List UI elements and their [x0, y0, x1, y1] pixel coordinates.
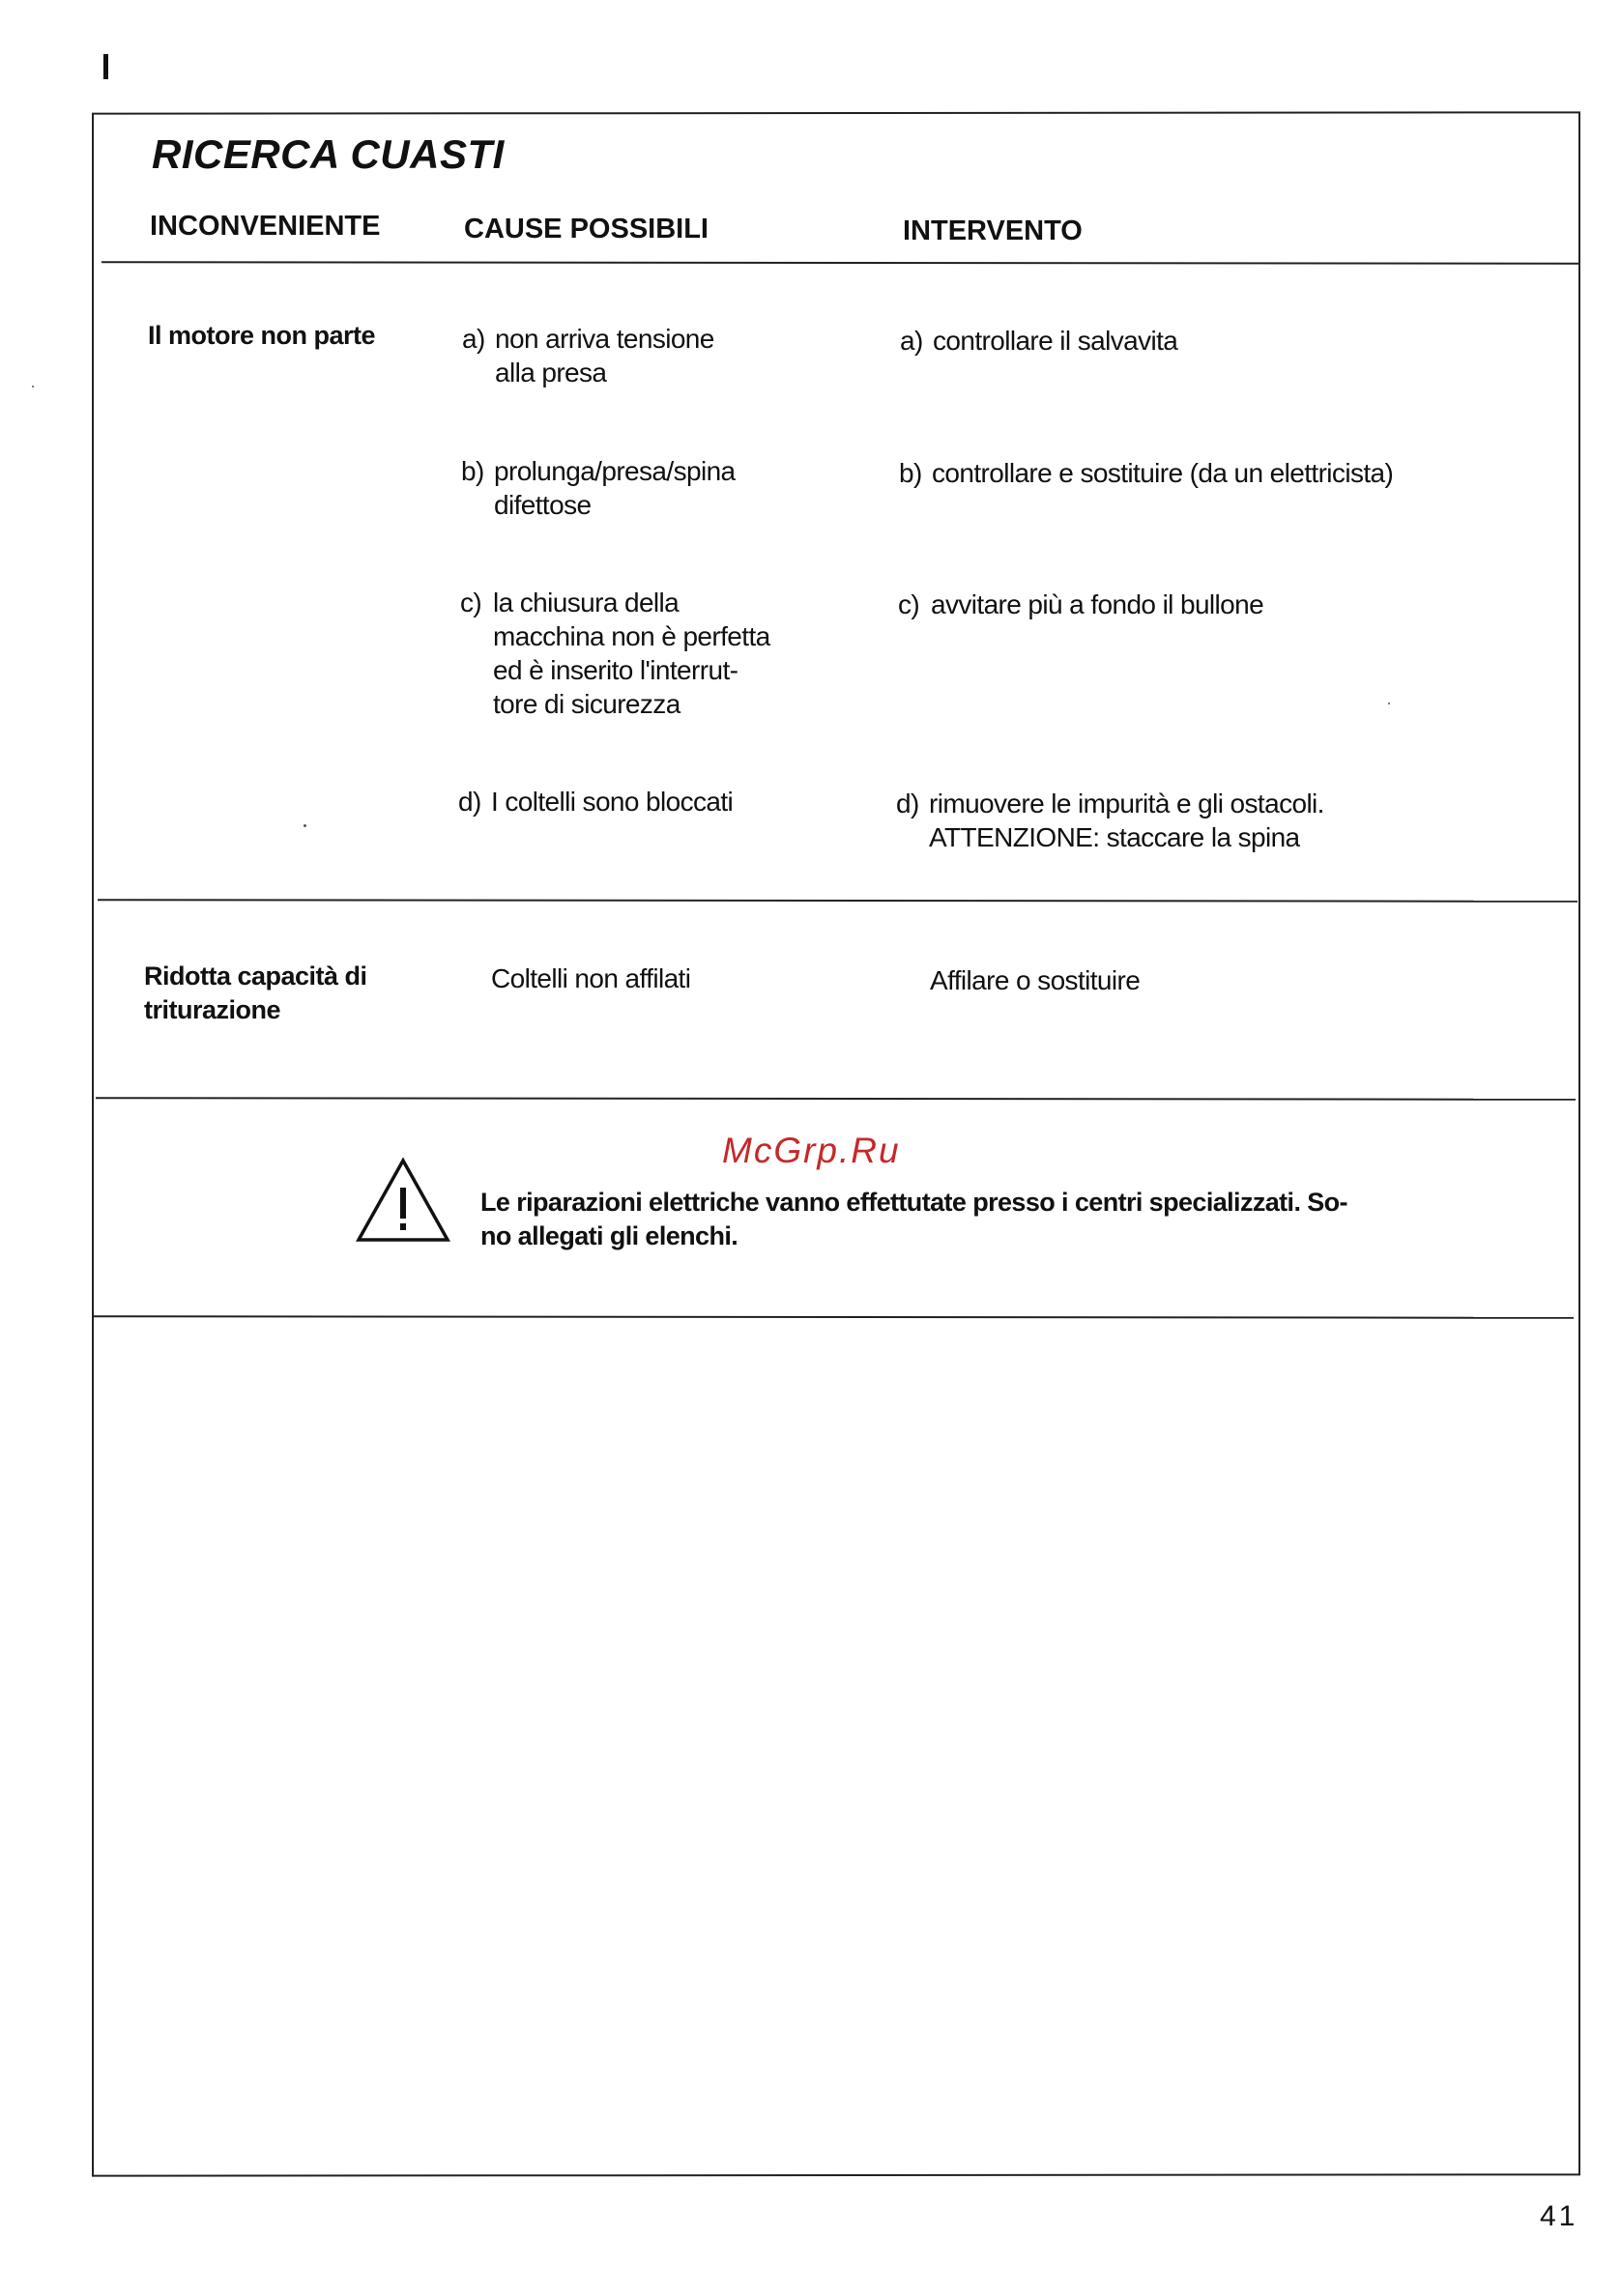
action-a-line1: controllare il salvavita	[933, 326, 1178, 356]
action-d	[896, 787, 1324, 854]
watermark: McGrp.Ru	[722, 1131, 901, 1170]
action-a	[900, 324, 1177, 358]
language-marker	[103, 54, 108, 79]
cause-a-line1: non arriva tensione	[495, 324, 714, 354]
cause-a	[462, 322, 714, 389]
action-c	[898, 588, 1263, 621]
cause-c-line4: tore di sicurezza	[493, 689, 680, 719]
cause-d-line1: I coltelli sono bloccati	[491, 787, 734, 817]
header-actions: INTERVENTO	[903, 215, 1083, 246]
scan-speck	[1388, 703, 1390, 704]
action-b	[899, 456, 1393, 490]
issue-motor-not-starting: Il motore non parte	[148, 321, 376, 350]
action-b-letter: b)	[899, 458, 922, 488]
action-d-letter: d)	[896, 789, 919, 818]
cause-b-line2: difettose	[494, 490, 592, 520]
page-title: RICERCA CUASTI	[152, 131, 505, 177]
cause-c-line2: macchina non è perfetta	[493, 621, 770, 651]
cause-c	[460, 586, 770, 721]
header-causes: CAUSE POSSIBILI	[464, 214, 709, 244]
action-d-line1: rimuovere le impurità e gli ostacoli.	[929, 789, 1324, 818]
cause-a-line2: alla presa	[495, 358, 607, 387]
cause-c-line3: ed è inserito l'interrut-	[493, 655, 738, 685]
cause-dull-blades: Coltelli non affilati	[491, 963, 691, 993]
warning-text-line2: no allegati gli elenchi.	[480, 1221, 738, 1250]
warning-text	[480, 1186, 1389, 1253]
page-number: 41	[1540, 2200, 1578, 2232]
action-c-line1: avvitare più a fondo il bullone	[931, 589, 1264, 619]
header-issue: INCONVENIENTE	[150, 211, 381, 242]
cause-d-letter: d)	[458, 787, 481, 817]
action-c-letter: c)	[898, 589, 920, 619]
cause-b	[461, 454, 736, 522]
cause-c-letter: c)	[460, 588, 482, 617]
scan-speck	[304, 824, 306, 827]
issue-reduced-capacity-line1: Ridotta capacità di	[144, 961, 367, 990]
action-b-line1: controllare e sostituire (da un elettricista)	[932, 458, 1394, 488]
issue-reduced-capacity	[144, 960, 367, 1027]
warning-text-line1: Le riparazioni elettriche vanno effettutate presso i centri specializzati. So-	[480, 1188, 1347, 1217]
warning-triangle-icon	[355, 1157, 451, 1244]
cause-b-line1: prolunga/presa/spina	[494, 456, 736, 486]
action-d-line2: ATTENZIONE: staccare la spina	[929, 822, 1300, 852]
cause-d	[458, 785, 733, 818]
action-sharpen-or-replace: Affilare o sostituire	[930, 965, 1141, 995]
action-a-letter: a)	[900, 326, 923, 356]
scan-speck	[32, 386, 34, 387]
issue-reduced-capacity-line2: triturazione	[144, 995, 281, 1024]
cause-b-letter: b)	[461, 456, 484, 486]
cause-c-line1: la chiusura della	[493, 588, 680, 617]
cause-a-letter: a)	[462, 324, 485, 354]
